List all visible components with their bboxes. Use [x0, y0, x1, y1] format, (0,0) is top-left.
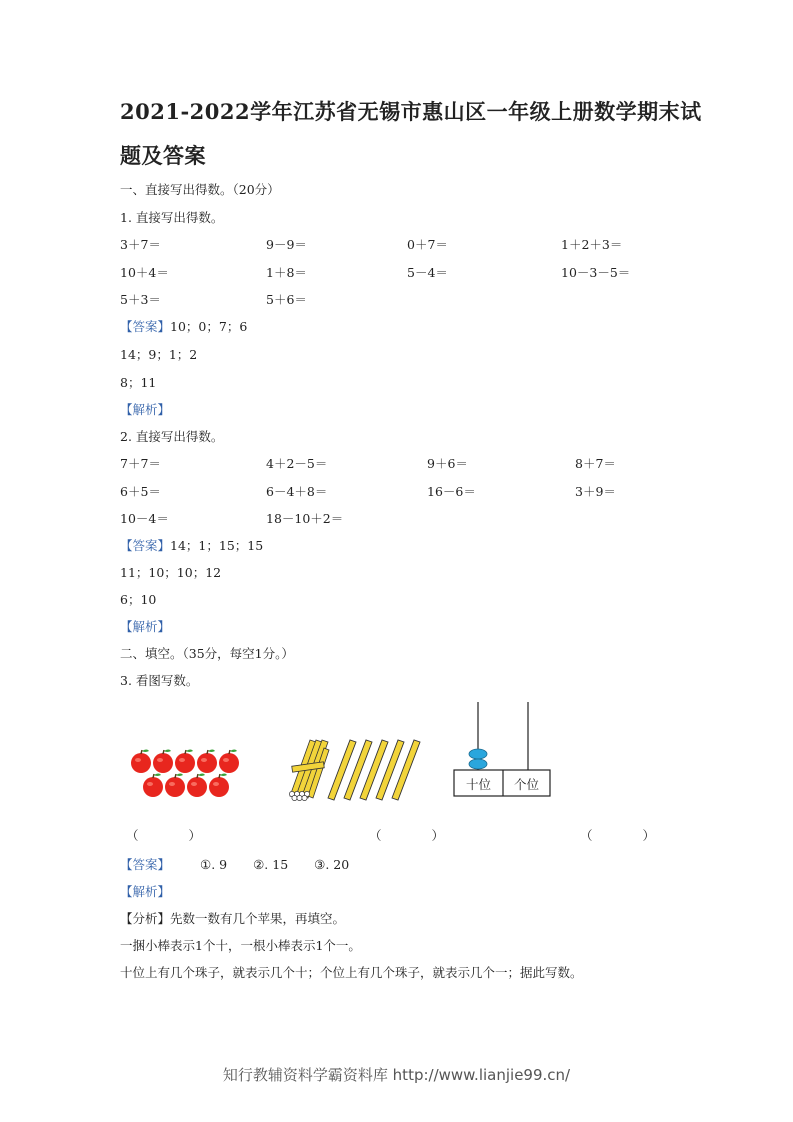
answer-text: 14；1；15；15	[170, 538, 264, 553]
answer-blank: （ ）	[126, 828, 202, 843]
q2-item: 10－4＝	[120, 511, 169, 526]
q1-answer	[120, 317, 247, 335]
q2-item: 6－4＋8＝	[266, 484, 328, 499]
q2-analysis-tag: 【解析】	[120, 619, 171, 634]
apples-figure	[128, 748, 244, 800]
apple-icon	[187, 774, 207, 798]
q1-item: 10＋4＝	[120, 265, 169, 280]
answer-text: ①. 9	[200, 857, 228, 872]
q2-item: 7＋7＝	[120, 456, 161, 471]
q1-item: 3＋7＝	[120, 237, 161, 252]
apple-icon	[131, 750, 151, 774]
answer-tag: 【答案】	[120, 857, 171, 872]
title-line-1: 2021-2022学年江苏省无锡市惠山区一年级上册数学期末试	[120, 99, 702, 124]
abacus-tens-label: 十位	[465, 777, 491, 792]
q2-item: 16－6＝	[427, 484, 476, 499]
stick-bundle-icon	[289, 740, 329, 801]
section-1-heading: 一、直接写出得数。（20分）	[120, 182, 280, 197]
q3-explain-1	[120, 909, 345, 927]
q2-item: 9＋6＝	[427, 456, 468, 471]
explain-tag: 【分析】	[120, 911, 171, 926]
q1-answer-line: 8；11	[120, 375, 157, 390]
q2-answer	[120, 536, 263, 554]
apple-icon	[209, 774, 229, 798]
q2-item: 4＋2－5＝	[266, 456, 328, 471]
q2-heading: 2. 直接写出得数。	[120, 429, 224, 444]
q1-item: 1＋2＋3＝	[561, 237, 623, 252]
apple-icon	[219, 750, 239, 774]
explain-text: 先数一数有几个苹果，再填空。	[170, 911, 346, 926]
q3-explain-2: 一捆小棒表示1个十，一根小棒表示1个一。	[120, 938, 361, 953]
abacus-ones-label: 个位	[513, 777, 539, 792]
q1-item: 10－3－5＝	[561, 265, 631, 280]
q2-item: 18－10＋2＝	[266, 511, 344, 526]
apple-icon	[143, 774, 163, 798]
answer-tag: 【答案】	[120, 538, 171, 553]
q1-item: 5－4＝	[407, 265, 448, 280]
q1-item: 5＋6＝	[266, 292, 307, 307]
q1-item: 9－9＝	[266, 237, 307, 252]
bead-icon	[469, 749, 487, 759]
q2-item: 8＋7＝	[575, 456, 616, 471]
bead-icon	[469, 759, 487, 769]
answer-text: ③. 20	[314, 857, 350, 872]
q3-answer	[120, 855, 349, 873]
q2-item: 3＋9＝	[575, 484, 616, 499]
apple-icon	[175, 750, 195, 774]
sticks-figure	[282, 736, 422, 802]
q2-answer-line: 11；10；10；12	[120, 565, 222, 580]
page-footer: 知行教辅资料学霸资料库 http://www.lianjie99.cn/	[222, 1066, 571, 1084]
q1-analysis-tag: 【解析】	[120, 402, 171, 417]
answer-text: 10；0；7；6	[170, 319, 248, 334]
q1-item: 0＋7＝	[407, 237, 448, 252]
apple-icon	[197, 750, 217, 774]
q2-answer-line: 6；10	[120, 592, 157, 607]
q3-explain-3: 十位上有几个珠子，就表示几个十；个位上有几个珠子，就表示几个一；据此写数。	[120, 965, 583, 980]
q1-item: 5＋3＝	[120, 292, 161, 307]
apple-icon	[165, 774, 185, 798]
abacus-icon	[452, 702, 552, 798]
title-line-2: 题及答案	[120, 143, 206, 168]
answer-text: ②. 15	[253, 857, 289, 872]
q2-item: 6＋5＝	[120, 484, 161, 499]
apple-icon	[153, 750, 173, 774]
answer-blank: （ ）	[580, 828, 656, 843]
q3-heading: 3. 看图写数。	[120, 673, 199, 688]
answer-blank: （ ）	[369, 828, 445, 843]
q1-item: 1＋8＝	[266, 265, 307, 280]
q1-heading: 1. 直接写出得数。	[120, 210, 224, 225]
section-2-heading: 二、填空。（35分，每空1分。）	[120, 646, 294, 661]
q1-answer-line: 14；9；1；2	[120, 347, 198, 362]
answer-tag: 【答案】	[120, 319, 171, 334]
q3-analysis-tag: 【解析】	[120, 884, 171, 899]
